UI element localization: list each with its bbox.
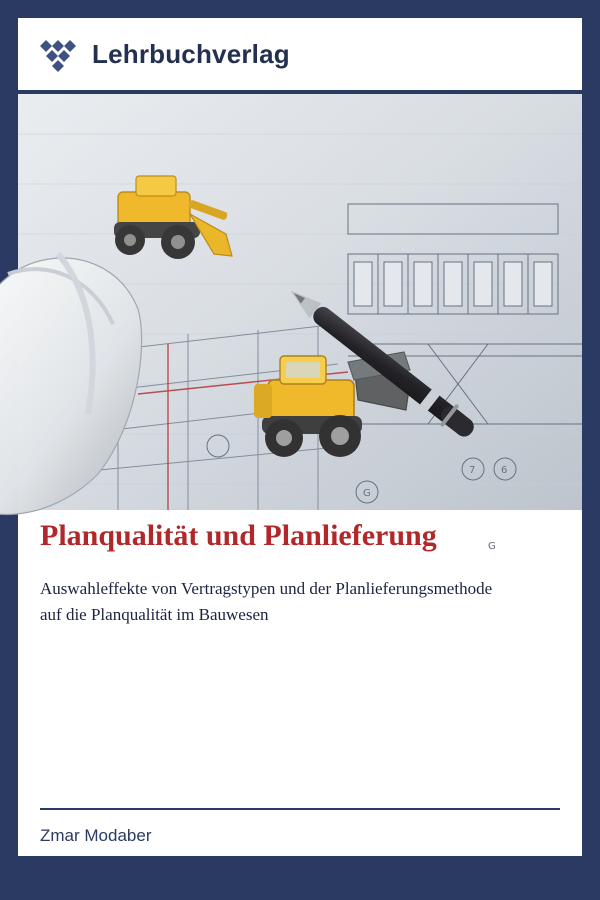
author-divider [40, 808, 560, 810]
svg-text:G: G [363, 488, 371, 499]
book-subtitle [40, 576, 560, 629]
book-subtitle-line1: Auswahleffekte von Vertragstypen und der Planlieferungsmethode [40, 579, 493, 598]
publisher-name: Lehrbuchverlag [92, 38, 290, 69]
publisher-header [18, 18, 582, 90]
page-title: Planqualität und Planlieferung [40, 519, 437, 552]
book-subtitle-line2: auf die Planqualität im Bauwesen [40, 605, 269, 625]
diamond-grid-logo-icon [38, 37, 82, 71]
svg-text:7: 7 [469, 465, 476, 476]
title-block [18, 518, 582, 629]
svg-text:G: G [488, 541, 496, 552]
author-name: Zmar Modaber [40, 826, 152, 845]
svg-text:6: 6 [501, 465, 508, 476]
